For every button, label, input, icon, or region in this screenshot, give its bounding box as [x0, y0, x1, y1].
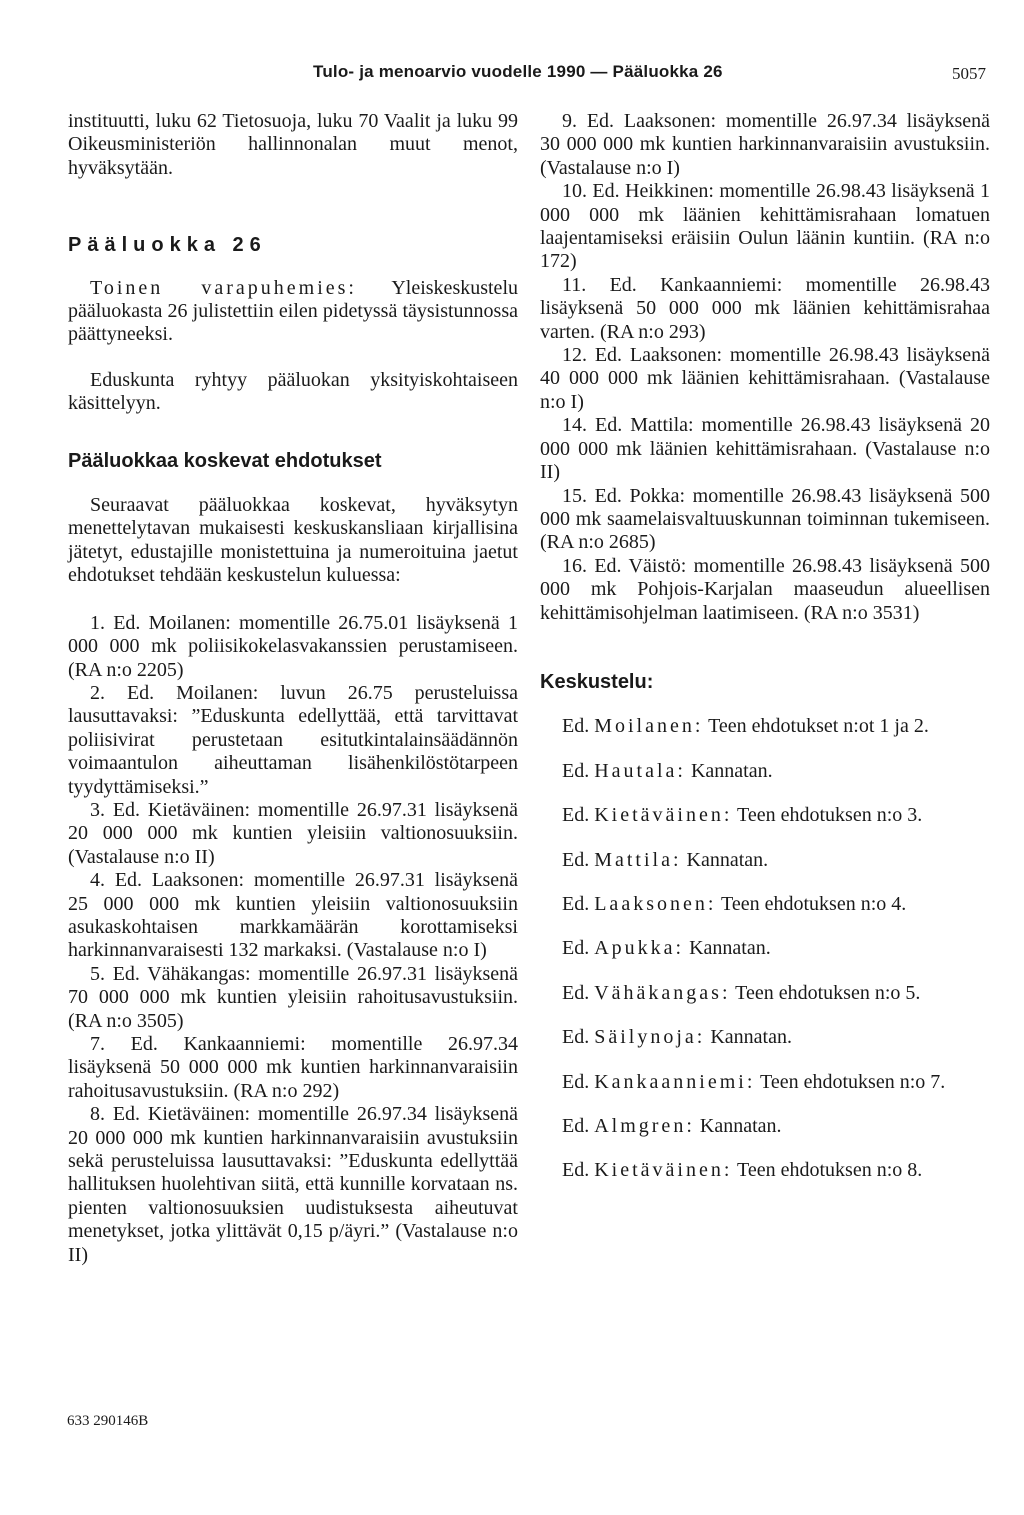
list-item: 16. Ed. Väistö: momentille 26.98.43 lisäyksenä 500 000 mk Pohjois-Karjalan maaseudun alueellisen kehittämisohjelman laatimiseen. (RA n:o 3531)	[540, 554, 990, 624]
speaker-name: Kietäväinen:	[594, 804, 733, 827]
discussion-entry: Ed. Moilanen: Teen ehdotukset n:ot 1 ja 2.	[562, 715, 929, 738]
intro-paragraph: instituutti, luku 62 Tietosuoja, luku 70 Vaalit ja luku 99 Oikeusministeriön hallinnonalan muut menot, hyväksytään.	[68, 110, 518, 179]
discussion-entry: Ed. Almgren: Kannatan.	[562, 1115, 782, 1137]
list-item: 2. Ed. Moilanen: luvun 26.75 perusteluissa lausuttavaksi: ”Eduskunta edellyttää, että tarvittavat poliisivirat perustetaan esitutkintalainsäädännön voimaantulon aiheuttaman lisähenkilöstötarpeen tyydyttämiseksi.”	[68, 681, 518, 798]
discussion-entry: Ed. Apukka: Kannatan.	[562, 937, 771, 960]
left-column	[68, 110, 518, 1267]
paragraph-2: Eduskunta ryhtyy pääluokan yksityiskohtaiseen käsittelyyn.	[68, 368, 518, 415]
section-heading: Pääluokka 26	[68, 234, 267, 257]
speaker-text: Yleiskeskustelu pääluokasta 26 julistettiin eilen pidetyssä täysistunnossa päättyneeksi.	[68, 276, 518, 346]
list-item: 3. Ed. Kietäväinen: momentille 26.97.31 lisäyksenä 20 000 000 mk kuntien yleisiin valtionosuuksiin. (Vastalause n:o II)	[68, 798, 518, 868]
speaker-name: Kietäväinen:	[594, 1159, 733, 1182]
proposals-list-continued	[540, 110, 990, 625]
speaker-name: Apukka:	[594, 937, 685, 960]
discussion-entry: Ed. Mattila: Kannatan.	[562, 848, 769, 871]
page-header	[0, 62, 1024, 92]
speaker-label: Toinen varapuhemies:	[90, 276, 357, 299]
list-item: 7. Ed. Kankaanniemi: momentille 26.97.34 lisäyksenä 50 000 000 mk kuntien harkinnanvaraisiin rahoitusavustuksiin. (RA n:o 292)	[68, 1033, 518, 1102]
proposals-list	[68, 612, 518, 1267]
list-item: 15. Ed. Pokka: momentille 26.98.43 lisäyksenä 500 000 mk saamelaisvaltuuskunnan toiminnan tukemiseen. (RA n:o 2685)	[540, 484, 990, 554]
speaker-name: Kankaanniemi:	[594, 1070, 756, 1093]
discussion-entry: Ed. Säilynoja: Kannatan.	[562, 1026, 792, 1049]
speaker-name: Säilynoja:	[594, 1026, 706, 1049]
speaker-name: Mattila:	[594, 848, 682, 871]
discussion-entry: Ed. Hautala: Kannatan.	[562, 759, 773, 782]
proposals-intro: Seuraavat pääluokkaa koskevat, hyväksytyn menettelytavan mukaisesti keskuskansliaan kirjallisina jätetyt, edustajille monistettuina ja numeroituina jaetut ehdotukset tehdään keskustelun kuluessa:	[68, 494, 518, 587]
discussion-heading: Keskustelu:	[540, 670, 654, 693]
speaker-paragraph	[68, 277, 518, 347]
discussion-entry: Ed. Vähäkangas: Teen ehdotuksen n:o 5.	[562, 981, 921, 1004]
speaker-name: Moilanen:	[594, 715, 704, 738]
discussion-entry: Ed. Kankaanniemi: Teen ehdotuksen n:o 7.	[562, 1070, 946, 1093]
discussion-entry: Ed. Kietäväinen: Teen ehdotuksen n:o 3.	[562, 804, 923, 827]
speaker-name: Vähäkangas:	[594, 981, 731, 1004]
list-item: 1. Ed. Moilanen: momentille 26.75.01 lisäyksenä 1 000 000 mk poliisikokelasvakanssien perustamiseen. (RA n:o 2205)	[68, 611, 518, 681]
running-title: Tulo- ja menoarvio vuodelle 1990 — Pääluokka 26	[313, 62, 723, 81]
list-item: 14. Ed. Mattila: momentille 26.98.43 lisäyksenä 20 000 000 mk läänien kehittämisrahaan. (Vastalause n:o II)	[540, 414, 990, 484]
speaker-name: Almgren:	[594, 1115, 695, 1137]
list-item: 10. Ed. Heikkinen: momentille 26.98.43 lisäyksenä 1 000 000 mk läänien kehittämisrahaan lomatuen laajentamiseksi eräisiin Oulun läänin kuntiin. (RA n:o 172)	[540, 180, 990, 273]
list-item: 9. Ed. Laaksonen: momentille 26.97.34 lisäyksenä 30 000 000 mk kuntien harkinnanvaraisiin avustuksiin. (Vastalause n:o I)	[540, 110, 990, 179]
list-item: 12. Ed. Laaksonen: momentille 26.98.43 lisäyksenä 40 000 000 mk läänien kehittämisrahaan. (Vastalause n:o I)	[540, 344, 990, 413]
discussion-entry: Ed. Kietäväinen: Teen ehdotuksen n:o 8.	[562, 1159, 923, 1182]
speaker-name: Hautala:	[594, 759, 686, 782]
list-item: 5. Ed. Vähäkangas: momentille 26.97.31 lisäyksenä 70 000 000 mk kuntien yleisiin rahoitusavustuksiin. (RA n:o 3505)	[68, 962, 518, 1032]
page-number: 5057	[952, 64, 986, 83]
discussion-list	[540, 715, 990, 1182]
list-item: 11. Ed. Kankaanniemi: momentille 26.98.43 lisäyksenä 50 000 000 mk läänien kehittämisrahaa varten. (RA n:o 293)	[540, 273, 990, 343]
list-item: 4. Ed. Laaksonen: momentille 26.97.31 lisäyksenä 25 000 000 mk kuntien yleisiin valtionosuuksiin asukaskohtaisen markkamäärän korottamiseksi harkinnanvaraisesti 132 markaksi. (Vastalause n:o I)	[68, 869, 518, 962]
discussion-entry: Ed. Laaksonen: Teen ehdotuksen n:o 4.	[562, 892, 907, 915]
proposals-heading: Pääluokkaa koskevat ehdotukset	[68, 449, 382, 472]
right-column	[540, 110, 990, 1183]
speaker-name: Laaksonen:	[594, 892, 717, 915]
print-code: 633 290146B	[67, 1413, 149, 1429]
list-item: 8. Ed. Kietäväinen: momentille 26.97.34 lisäyksenä 20 000 000 mk kuntien harkinnanvaraisiin avustuksiin sekä perusteluissa lausuttavaksi: ”Eduskunta edellyttää hallituksen huolehtivan siitä, että kunnille korvataan ns. pienten valtionosuuksien uudistuksesta aiheutuvat menetykset, jotka ylittävät 0,15 p/äyri.” (Vastalause n:o II)	[68, 1103, 518, 1266]
